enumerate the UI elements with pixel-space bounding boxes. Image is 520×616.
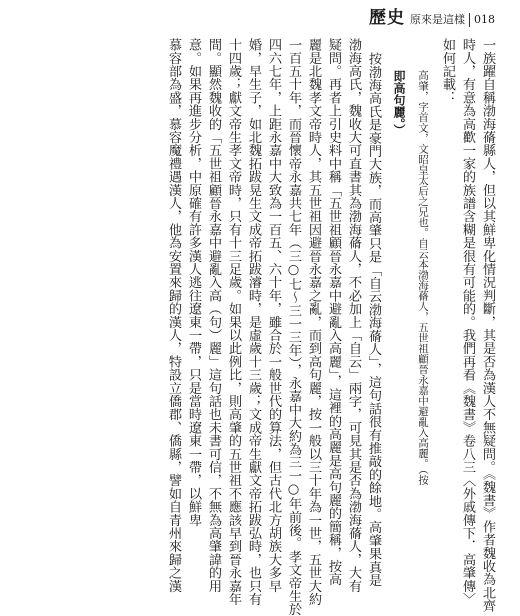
page-number: 018	[474, 13, 495, 26]
text-column: 按渤海高氏是豪門大族，而高肇只是「自云渤海蓨人」，這句話很有推敲的餘地。高肇果真是	[366, 52, 381, 587]
running-header-subtitle: 原來是這樣	[410, 13, 465, 26]
running-header-title: 歷史	[369, 8, 405, 28]
text-column: 渤海高氏，魏收大可直書其為渤海蓨人，不必加上「自云」兩字，可見其是否為渤海蓨人，大有	[346, 38, 361, 593]
text-column: 疑問。再者上引史料中稱「五世祖顧晉永嘉中避亂入高麗」，這裡的高麗是高句麗的簡稱，按高	[326, 38, 341, 586]
text-column: 四六七年，上距永嘉中大致為一百五、六十年，雖合於一般世代的算法，但古代北方胡族大多早	[266, 38, 281, 593]
text-column: 如何記載：	[440, 38, 455, 104]
text-column: 麗是北魏孝文帝時人，其五世祖因避晉永嘉之亂，而到高句麗，按一般以三十年為一世，五世大約	[306, 38, 321, 606]
text-column: 十四歲；獻文帝生孝文帝時，只有十三足歲。如果以此例比，則高肇的五世祖不應該早到晉永嘉年	[226, 38, 241, 606]
block-quote-heading: 即高句麗。）	[392, 70, 406, 136]
text-column: 意。如果再進步分析，中原確有許多漢人逃往遼東一帶，只是當時遼東一帶，以鮮卑	[186, 38, 201, 527]
text-column: 時人，有意為高歡一家的族譜含糊是很有可能的。我們再看《魏書》卷八三〈外戚傳下．高肇傳〉	[460, 38, 475, 606]
running-header	[369, 6, 495, 28]
text-column: 一百五十年，而晉懷帝永嘉共七年（三○七～三一三年），永嘉中大約為三一○年前後。孝文帝生於	[286, 38, 301, 616]
text-column: 婚，早生子，如北魏拓跋晃生文成帝拓跋濬時，是虛歲十三歲；文成帝生獻文帝拓跋弘時，也只有	[246, 38, 261, 606]
text-column: 一族躍自稱渤海蓨縣人，但以其鮮卑化情況判斷，其是否為漢人不無疑問。《魏書》作者魏收為北齊	[480, 38, 495, 613]
header-divider	[469, 13, 470, 27]
text-column: 慕容部為盛，慕容魔禮遇漢人，他為安置來歸的漢人，特設立僑郡、僑縣，譬如自青州來歸之漢	[166, 38, 181, 593]
block-quote-line: 高肇，字首文，文昭皇太后之兄也。自云本渤海蓨人，五世祖顧晉永嘉中避亂入高麗。（按	[417, 70, 429, 485]
text-column: 間。顯然魏收的「五世祖顧晉永嘉中避亂入高（句）麗」這句話也未書可信，不無為高肇諱的用	[206, 38, 221, 593]
